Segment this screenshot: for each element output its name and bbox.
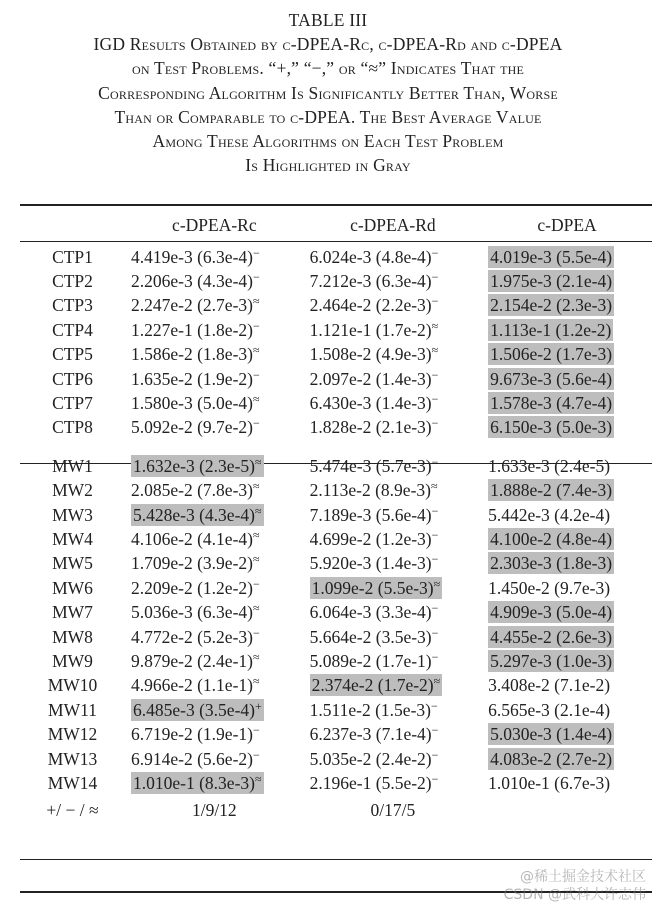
significance-mark: − bbox=[431, 294, 439, 309]
result-cell bbox=[125, 318, 304, 342]
result-cell bbox=[304, 552, 482, 576]
significance-mark: − bbox=[431, 747, 439, 762]
result-cell bbox=[482, 245, 652, 269]
problem-name: CTP1 bbox=[52, 246, 93, 267]
problem-name: MW3 bbox=[52, 504, 93, 525]
result-cell bbox=[125, 269, 304, 293]
mean-std-value: 2.154e-2 (2.3e-3) bbox=[490, 295, 613, 316]
result-cell bbox=[304, 722, 482, 746]
result-cell bbox=[482, 343, 652, 367]
result-cell bbox=[125, 391, 304, 415]
top-rule bbox=[20, 204, 652, 206]
mean-std-value: 1.508e-2 (4.9e-3) bbox=[309, 344, 432, 365]
result-cell bbox=[304, 479, 482, 503]
result-cell bbox=[125, 722, 304, 746]
result-cell bbox=[304, 674, 482, 698]
significance-mark: − bbox=[252, 367, 260, 382]
result-cell bbox=[304, 391, 482, 415]
result-cell bbox=[125, 698, 304, 722]
result-cell bbox=[125, 503, 304, 527]
significance-mark: ≈ bbox=[252, 674, 260, 689]
summary-row bbox=[20, 796, 652, 826]
result-cell bbox=[304, 245, 482, 269]
significance-mark: ≈ bbox=[252, 392, 260, 407]
mean-std-value: 5.035e-2 (2.4e-2) bbox=[309, 748, 432, 769]
significance-mark: − bbox=[431, 552, 439, 567]
significance-mark: − bbox=[252, 416, 260, 431]
summary-label: +/ − / ≈ bbox=[46, 800, 99, 821]
mean-std-value: 4.100e-2 (4.8e-4) bbox=[490, 528, 613, 549]
mean-std-value: 5.030e-3 (1.4e-4) bbox=[490, 724, 613, 745]
mean-std-value: 1.580e-3 (5.0e-4) bbox=[131, 393, 253, 414]
table-row bbox=[20, 294, 652, 318]
mean-std-value: 1.586e-2 (1.8e-3) bbox=[131, 344, 253, 365]
result-cell bbox=[482, 503, 652, 527]
result-cell bbox=[304, 503, 482, 527]
result-cell bbox=[482, 454, 652, 478]
mean-std-value: 1.635e-2 (1.9e-2) bbox=[131, 368, 253, 389]
caption-line: IGD Results Obtained by c-DPEA-Rc, c-DPEA-Rd and c-DPEA bbox=[93, 34, 563, 55]
mean-std-value: 1.828e-2 (2.1e-3) bbox=[309, 417, 432, 438]
result-cell bbox=[125, 367, 304, 391]
result-cell bbox=[125, 771, 304, 795]
mean-std-value: 6.565e-3 (2.1e-4) bbox=[488, 699, 611, 720]
mean-std-value: 2.209e-2 (1.2e-2) bbox=[131, 577, 253, 598]
result-cell bbox=[304, 576, 482, 600]
table-row bbox=[20, 698, 652, 722]
mean-std-value: 6.150e-3 (5.0e-3) bbox=[490, 417, 613, 438]
summary-c-dpea bbox=[482, 796, 652, 826]
mean-std-value: 4.699e-2 (1.2e-3) bbox=[309, 528, 432, 549]
caption-line: on Test Problems. “+,” “−,” or “≈” Indicates That the bbox=[131, 58, 525, 79]
result-cell bbox=[125, 245, 304, 269]
mean-std-value: 1.632e-3 (2.3e-5) bbox=[133, 455, 255, 476]
result-cell bbox=[304, 698, 482, 722]
result-cell bbox=[304, 527, 482, 551]
significance-mark: − bbox=[431, 270, 439, 285]
table-row bbox=[20, 503, 652, 527]
result-cell bbox=[482, 391, 652, 415]
problem-name: MW14 bbox=[47, 772, 98, 793]
mean-std-value: 5.089e-2 (1.7e-1) bbox=[309, 650, 432, 671]
result-cell bbox=[482, 269, 652, 293]
caption-line: Than or Comparable to c-DPEA. The Best Average Value bbox=[114, 106, 542, 127]
significance-mark: ≈ bbox=[431, 318, 439, 333]
result-cell bbox=[482, 416, 652, 440]
result-cell bbox=[482, 479, 652, 503]
problem-name: CTP8 bbox=[52, 417, 93, 438]
result-cell bbox=[304, 649, 482, 673]
significance-mark: − bbox=[431, 527, 439, 542]
summary-c-dpea-rd: 0/17/5 bbox=[370, 800, 416, 821]
mean-std-value: 5.920e-3 (1.4e-3) bbox=[309, 553, 432, 574]
result-cell bbox=[125, 576, 304, 600]
significance-mark: − bbox=[252, 245, 260, 260]
significance-mark: − bbox=[431, 416, 439, 431]
mean-std-value: 1.975e-3 (2.1e-4) bbox=[490, 271, 613, 292]
mean-std-value: 4.455e-2 (2.6e-3) bbox=[490, 626, 613, 647]
mean-std-value: 2.196e-1 (5.5e-2) bbox=[309, 772, 432, 793]
significance-mark: − bbox=[431, 367, 439, 382]
summary-c-dpea-rc: 1/9/12 bbox=[191, 800, 237, 821]
result-cell bbox=[304, 269, 482, 293]
mean-std-value: 9.879e-2 (2.4e-1) bbox=[131, 650, 253, 671]
significance-mark: − bbox=[252, 625, 260, 640]
mean-std-value: 1.227e-1 (1.8e-2) bbox=[131, 319, 253, 340]
result-cell bbox=[482, 552, 652, 576]
table-row bbox=[20, 674, 652, 698]
header-problem bbox=[20, 210, 125, 240]
result-cell bbox=[304, 625, 482, 649]
significance-mark: − bbox=[431, 392, 439, 407]
mean-std-value: 2.113e-2 (8.9e-3) bbox=[309, 480, 431, 501]
result-cell bbox=[482, 698, 652, 722]
problem-name: MW13 bbox=[47, 748, 98, 769]
table-row bbox=[20, 747, 652, 771]
mean-std-value: 6.064e-3 (3.3e-4) bbox=[309, 602, 432, 623]
result-cell bbox=[304, 600, 482, 624]
result-cell bbox=[125, 294, 304, 318]
result-cell bbox=[125, 343, 304, 367]
mean-std-value: 1.578e-3 (4.7e-4) bbox=[490, 393, 613, 414]
result-cell bbox=[482, 576, 652, 600]
result-cell bbox=[482, 294, 652, 318]
significance-mark: − bbox=[431, 503, 439, 518]
problem-name: CTP6 bbox=[52, 368, 93, 389]
table-row bbox=[20, 576, 652, 600]
mean-std-value: 4.966e-2 (1.1e-1) bbox=[131, 675, 253, 696]
significance-mark: ≈ bbox=[254, 771, 262, 786]
mean-std-value: 6.430e-3 (1.4e-3) bbox=[309, 393, 432, 414]
mean-std-value: 2.097e-2 (1.4e-3) bbox=[309, 368, 432, 389]
problem-name: MW2 bbox=[52, 480, 93, 501]
result-cell bbox=[304, 294, 482, 318]
mean-std-value: 5.297e-3 (1.0e-3) bbox=[490, 650, 613, 671]
significance-mark: ≈ bbox=[433, 576, 441, 591]
mean-std-value: 5.664e-2 (3.5e-3) bbox=[309, 626, 432, 647]
mean-std-value: 5.442e-3 (4.2e-4) bbox=[488, 504, 611, 525]
significance-mark: − bbox=[431, 649, 439, 664]
table-row bbox=[20, 269, 652, 293]
mean-std-value: 6.485e-3 (3.5e-4) bbox=[133, 699, 255, 720]
table-row bbox=[20, 367, 652, 391]
result-cell bbox=[125, 600, 304, 624]
mean-std-value: 1.450e-2 (9.7e-3) bbox=[488, 577, 611, 598]
mean-std-value: 1.010e-1 (8.3e-3) bbox=[133, 772, 255, 793]
problem-name: MW6 bbox=[52, 577, 93, 598]
result-cell bbox=[482, 625, 652, 649]
result-cell bbox=[125, 625, 304, 649]
mean-std-value: 2.464e-2 (2.2e-3) bbox=[309, 295, 432, 316]
table-row bbox=[20, 552, 652, 576]
mean-std-value: 5.092e-2 (9.7e-2) bbox=[131, 417, 253, 438]
significance-mark: + bbox=[254, 698, 262, 713]
result-cell bbox=[125, 454, 304, 478]
result-cell bbox=[125, 527, 304, 551]
table-row bbox=[20, 318, 652, 342]
result-cell bbox=[304, 318, 482, 342]
results-table bbox=[20, 210, 652, 826]
result-cell bbox=[304, 454, 482, 478]
problem-name: MW11 bbox=[48, 699, 97, 720]
significance-mark: ≈ bbox=[433, 674, 441, 689]
table-row bbox=[20, 391, 652, 415]
significance-mark: − bbox=[431, 723, 439, 738]
significance-mark: ≈ bbox=[430, 479, 438, 494]
mean-std-value: 6.719e-2 (1.9e-1) bbox=[131, 724, 253, 745]
mean-std-value: 1.010e-1 (6.7e-3) bbox=[488, 772, 611, 793]
significance-mark: − bbox=[431, 771, 439, 786]
mean-std-value: 1.121e-1 (1.7e-2) bbox=[309, 319, 432, 340]
watermark: CSDN @武科大许志伟 bbox=[503, 887, 646, 903]
mean-std-value: 9.673e-3 (5.6e-4) bbox=[490, 368, 613, 389]
result-cell bbox=[482, 649, 652, 673]
result-cell bbox=[304, 343, 482, 367]
mean-std-value: 1.113e-1 (1.2e-2) bbox=[490, 319, 612, 340]
table-row bbox=[20, 649, 652, 673]
mean-std-value: 1.506e-2 (1.7e-3) bbox=[490, 344, 613, 365]
result-cell bbox=[482, 674, 652, 698]
significance-mark: − bbox=[252, 723, 260, 738]
result-cell bbox=[125, 649, 304, 673]
mean-std-value: 4.019e-3 (5.5e-4) bbox=[490, 246, 613, 267]
mean-std-value: 6.237e-3 (7.1e-4) bbox=[309, 724, 432, 745]
summary-rule bbox=[20, 859, 652, 860]
result-cell bbox=[482, 318, 652, 342]
mean-std-value: 2.206e-3 (4.3e-4) bbox=[131, 271, 253, 292]
mean-std-value: 1.099e-2 (5.5e-3) bbox=[311, 577, 434, 598]
significance-mark: ≈ bbox=[252, 527, 260, 542]
result-cell bbox=[304, 367, 482, 391]
table-row bbox=[20, 454, 652, 478]
significance-mark: ≈ bbox=[252, 601, 260, 616]
problem-name: CTP7 bbox=[52, 393, 93, 414]
caption-line: Is Highlighted in Gray bbox=[245, 155, 411, 176]
table-row bbox=[20, 416, 652, 440]
significance-mark: − bbox=[431, 245, 439, 260]
mean-std-value: 2.303e-3 (1.8e-3) bbox=[490, 553, 613, 574]
table-row bbox=[20, 245, 652, 269]
mean-std-value: 1.511e-2 (1.5e-3) bbox=[309, 699, 431, 720]
significance-mark: ≈ bbox=[252, 294, 260, 309]
problem-name: MW4 bbox=[52, 528, 93, 549]
mean-std-value: 6.914e-2 (5.6e-2) bbox=[131, 748, 253, 769]
significance-mark: ≈ bbox=[254, 454, 262, 469]
mean-std-value: 4.106e-2 (4.1e-4) bbox=[131, 528, 253, 549]
mean-std-value: 7.189e-3 (5.6e-4) bbox=[309, 504, 432, 525]
result-cell bbox=[125, 674, 304, 698]
table-row bbox=[20, 527, 652, 551]
significance-mark: ≈ bbox=[252, 343, 260, 358]
problem-name: MW7 bbox=[52, 602, 93, 623]
problem-name: MW1 bbox=[52, 455, 93, 476]
result-cell bbox=[482, 747, 652, 771]
problem-name: CTP4 bbox=[52, 319, 93, 340]
mean-std-value: 4.909e-3 (5.0e-4) bbox=[490, 602, 613, 623]
significance-mark: − bbox=[431, 454, 439, 469]
problem-name: MW8 bbox=[52, 626, 93, 647]
result-cell bbox=[482, 367, 652, 391]
caption-line: Corresponding Algorithm Is Significantly Better Than, Worse bbox=[98, 82, 558, 103]
significance-mark: − bbox=[431, 625, 439, 640]
header-c-dpea: c-DPEA bbox=[537, 214, 597, 235]
header-c-dpea-rd: c-DPEA-Rd bbox=[350, 214, 436, 235]
mean-std-value: 2.247e-2 (2.7e-3) bbox=[131, 295, 253, 316]
result-cell bbox=[304, 771, 482, 795]
table-row bbox=[20, 625, 652, 649]
table-row bbox=[20, 771, 652, 795]
mean-std-value: 5.474e-3 (5.7e-3) bbox=[309, 455, 432, 476]
table-caption bbox=[0, 8, 656, 177]
significance-mark: ≈ bbox=[252, 479, 260, 494]
problem-name: MW9 bbox=[52, 650, 93, 671]
problem-name: MW10 bbox=[47, 675, 98, 696]
problem-name: CTP2 bbox=[52, 271, 93, 292]
result-cell bbox=[125, 416, 304, 440]
problem-name: MW5 bbox=[52, 553, 93, 574]
significance-mark: ≈ bbox=[252, 649, 260, 664]
table-row bbox=[20, 479, 652, 503]
mean-std-value: 5.036e-3 (6.3e-4) bbox=[131, 602, 253, 623]
header-c-dpea-rc: c-DPEA-Rc bbox=[172, 214, 257, 235]
mean-std-value: 4.772e-2 (5.2e-3) bbox=[131, 626, 253, 647]
result-cell bbox=[482, 722, 652, 746]
result-cell bbox=[125, 479, 304, 503]
problem-name: CTP3 bbox=[52, 295, 93, 316]
result-cell bbox=[125, 552, 304, 576]
mean-std-value: 1.888e-2 (7.4e-3) bbox=[490, 480, 613, 501]
result-cell bbox=[304, 416, 482, 440]
result-cell bbox=[482, 600, 652, 624]
mean-std-value: 7.212e-3 (6.3e-4) bbox=[309, 271, 432, 292]
result-cell bbox=[125, 747, 304, 771]
significance-mark: − bbox=[252, 747, 260, 762]
problem-name: CTP5 bbox=[52, 344, 93, 365]
mean-std-value: 1.633e-3 (2.4e-5) bbox=[488, 455, 611, 476]
significance-mark: ≈ bbox=[254, 503, 262, 518]
significance-mark: ≈ bbox=[252, 552, 260, 567]
significance-mark: − bbox=[252, 270, 260, 285]
result-cell bbox=[304, 747, 482, 771]
significance-mark: − bbox=[252, 576, 260, 591]
table-row bbox=[20, 343, 652, 367]
significance-mark: − bbox=[252, 318, 260, 333]
mean-std-value: 2.085e-2 (7.8e-3) bbox=[131, 480, 253, 501]
problem-name: MW12 bbox=[47, 724, 98, 745]
mean-std-value: 1.709e-2 (3.9e-2) bbox=[131, 553, 253, 574]
mean-std-value: 5.428e-3 (4.3e-4) bbox=[133, 504, 255, 525]
table-label: TABLE III bbox=[288, 10, 368, 30]
mean-std-value: 3.408e-2 (7.1e-2) bbox=[488, 675, 611, 696]
watermark: @稀土掘金技术社区 bbox=[520, 869, 646, 885]
significance-mark: − bbox=[430, 698, 438, 713]
mean-std-value: 4.083e-2 (2.7e-2) bbox=[490, 748, 613, 769]
caption-line: Among These Algorithms on Each Test Problem bbox=[152, 131, 504, 152]
result-cell bbox=[482, 771, 652, 795]
table-row bbox=[20, 600, 652, 624]
significance-mark: ≈ bbox=[431, 343, 439, 358]
mean-std-value: 4.419e-3 (6.3e-4) bbox=[131, 246, 253, 267]
header-row bbox=[20, 210, 652, 240]
mean-std-value: 6.024e-3 (4.8e-4) bbox=[309, 246, 432, 267]
table-row bbox=[20, 722, 652, 746]
mean-std-value: 2.374e-2 (1.7e-2) bbox=[311, 675, 434, 696]
result-cell bbox=[482, 527, 652, 551]
significance-mark: − bbox=[431, 601, 439, 616]
